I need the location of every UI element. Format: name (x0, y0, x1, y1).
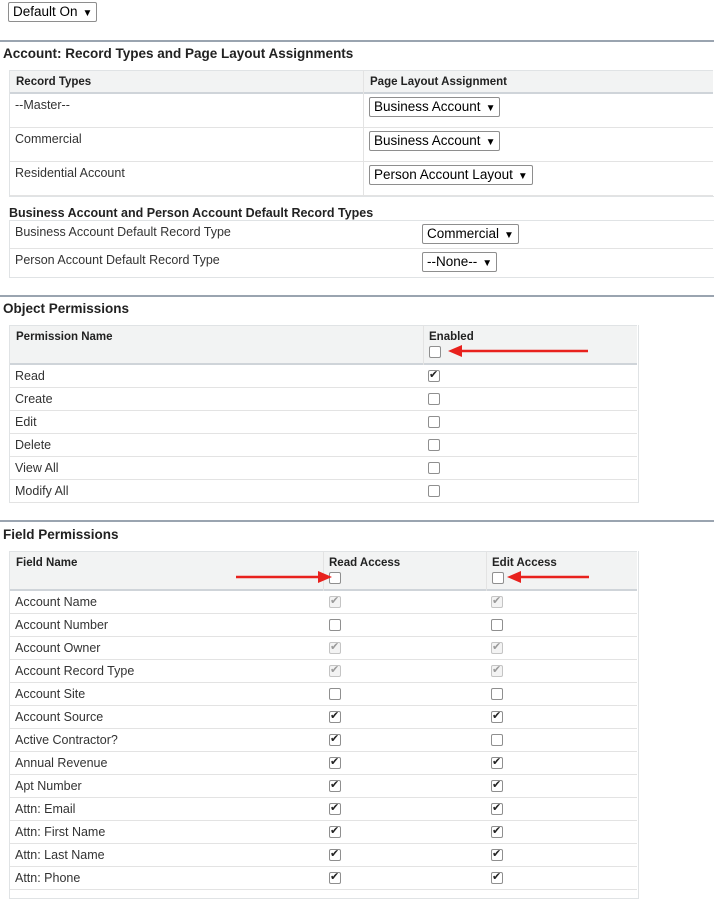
table-row (10, 128, 713, 162)
field-name: Attn: Phone (15, 871, 81, 885)
default-record-type-label: Business Account Default Record Type (15, 225, 231, 239)
object-permissions-rule (0, 295, 714, 297)
page-layout-select[interactable] (369, 165, 533, 185)
read-access-checkbox[interactable] (329, 688, 341, 700)
edit-access-select-all-checkbox[interactable] (492, 572, 504, 584)
page-layout-select[interactable] (369, 131, 500, 151)
table-row (10, 591, 637, 614)
table-row (10, 411, 637, 434)
table-row (10, 388, 637, 411)
field-permissions-col-divider (486, 551, 487, 591)
read-access-checkbox[interactable] (329, 872, 341, 884)
enabled-checkbox[interactable] (428, 439, 440, 451)
edit-access-checkbox[interactable] (491, 757, 503, 769)
read-access-checkbox[interactable] (329, 757, 341, 769)
default-on-select[interactable] (8, 2, 97, 22)
edit-access-checkbox[interactable] (491, 734, 503, 746)
field-name: Annual Revenue (15, 756, 108, 770)
edit-access-checkbox[interactable] (491, 711, 503, 723)
field-permissions-title: Field Permissions (3, 527, 119, 542)
page-layout-select-value: Person Account Layout (374, 167, 513, 182)
field-name: Account Name (15, 595, 97, 609)
field-name-header: Field Name (16, 557, 78, 569)
permission-name: Delete (15, 438, 52, 452)
field-name: Apt Number (15, 779, 82, 793)
business-default-record-type-select[interactable] (422, 224, 519, 244)
dropdown-arrow-icon: ▼ (504, 230, 514, 241)
edit-access-checkbox (491, 642, 503, 654)
page-layout-select[interactable] (369, 97, 500, 117)
person-default-record-type-value: --None-- (427, 254, 478, 269)
edit-access-checkbox (491, 596, 503, 608)
table-row (10, 867, 637, 890)
field-name: Account Record Type (15, 664, 135, 678)
edit-access-checkbox[interactable] (491, 872, 503, 884)
table-row (10, 480, 637, 503)
enabled-checkbox[interactable] (428, 462, 440, 474)
enabled-checkbox[interactable] (428, 393, 440, 405)
edit-access-checkbox[interactable] (491, 780, 503, 792)
field-name: Account Owner (15, 641, 101, 655)
permission-name: View All (15, 461, 59, 475)
permission-name: Read (15, 369, 45, 383)
default-record-type-label: Person Account Default Record Type (15, 253, 220, 267)
account-section-title: Account: Record Types and Page Layout Assignments (3, 46, 354, 61)
page-layout-select-value: Business Account (374, 133, 481, 148)
record-type-name: Commercial (15, 132, 82, 146)
table-row (10, 457, 637, 480)
enabled-checkbox[interactable] (428, 370, 440, 382)
object-permissions-title: Object Permissions (3, 301, 130, 316)
table-row (10, 706, 637, 729)
table-row (10, 434, 637, 457)
field-name: Account Site (15, 687, 86, 701)
permission-name: Edit (15, 415, 37, 429)
edit-access-checkbox (491, 665, 503, 677)
read-access-checkbox (329, 642, 341, 654)
field-name: Account Source (15, 710, 104, 724)
field-name: Attn: Last Name (15, 848, 105, 862)
dropdown-arrow-icon: ▼ (485, 103, 496, 114)
table-row (10, 775, 637, 798)
record-type-name: Residential Account (15, 166, 125, 180)
table-row (10, 683, 637, 706)
dropdown-arrow-icon: ▼ (485, 137, 496, 148)
table-row (10, 798, 637, 821)
account-section-rule (0, 40, 714, 42)
read-access-checkbox (329, 665, 341, 677)
table-row (10, 365, 637, 388)
default-on-select-value: Default On (13, 4, 78, 19)
read-access-checkbox[interactable] (329, 826, 341, 838)
field-permissions-rule (0, 520, 714, 522)
record-types-header (10, 70, 713, 94)
read-access-header: Read Access (329, 557, 401, 569)
record-type-name: --Master-- (15, 98, 70, 112)
edit-access-checkbox[interactable] (491, 619, 503, 631)
field-name: Active Contractor? (15, 733, 118, 747)
table-row (10, 637, 637, 660)
dropdown-arrow-icon: ▼ (82, 8, 93, 19)
read-access-checkbox[interactable] (329, 803, 341, 815)
object-permissions-col-divider (423, 325, 424, 365)
enabled-checkbox[interactable] (428, 416, 440, 428)
read-access-checkbox[interactable] (329, 734, 341, 746)
person-default-record-type-select[interactable] (422, 252, 497, 272)
field-name: Attn: First Name (15, 825, 106, 839)
permission-name: Create (15, 392, 53, 406)
page-layout-header-label: Page Layout Assignment (370, 76, 507, 88)
edit-access-checkbox[interactable] (491, 688, 503, 700)
edit-access-checkbox[interactable] (491, 826, 503, 838)
dropdown-arrow-icon: ▼ (482, 258, 493, 269)
read-access-checkbox[interactable] (329, 849, 341, 861)
default-record-types-title: Business Account and Person Account Default Record Types (9, 206, 374, 220)
read-access-checkbox[interactable] (329, 780, 341, 792)
read-access-checkbox (329, 596, 341, 608)
enabled-select-all-checkbox[interactable] (429, 346, 441, 358)
annotation-arrow-icon (446, 344, 596, 358)
edit-access-checkbox[interactable] (491, 849, 503, 861)
permission-name: Modify All (15, 484, 69, 498)
annotation-arrow-icon (234, 570, 334, 584)
read-access-checkbox[interactable] (329, 619, 341, 631)
read-access-checkbox[interactable] (329, 711, 341, 723)
dropdown-arrow-icon: ▼ (517, 171, 528, 182)
enabled-header: Enabled (429, 331, 474, 343)
field-name: Account Number (15, 618, 109, 632)
business-default-record-type-value: Commercial (427, 226, 500, 241)
enabled-checkbox[interactable] (428, 485, 440, 497)
field-name: Attn: Email (15, 802, 76, 816)
record-types-header-label: Record Types (16, 76, 92, 88)
table-row (10, 94, 713, 128)
edit-access-header: Edit Access (492, 557, 557, 569)
page-layout-select-value: Business Account (374, 99, 481, 114)
permission-name-header: Permission Name (16, 331, 113, 343)
annotation-arrow-icon (505, 570, 591, 584)
edit-access-checkbox[interactable] (491, 803, 503, 815)
